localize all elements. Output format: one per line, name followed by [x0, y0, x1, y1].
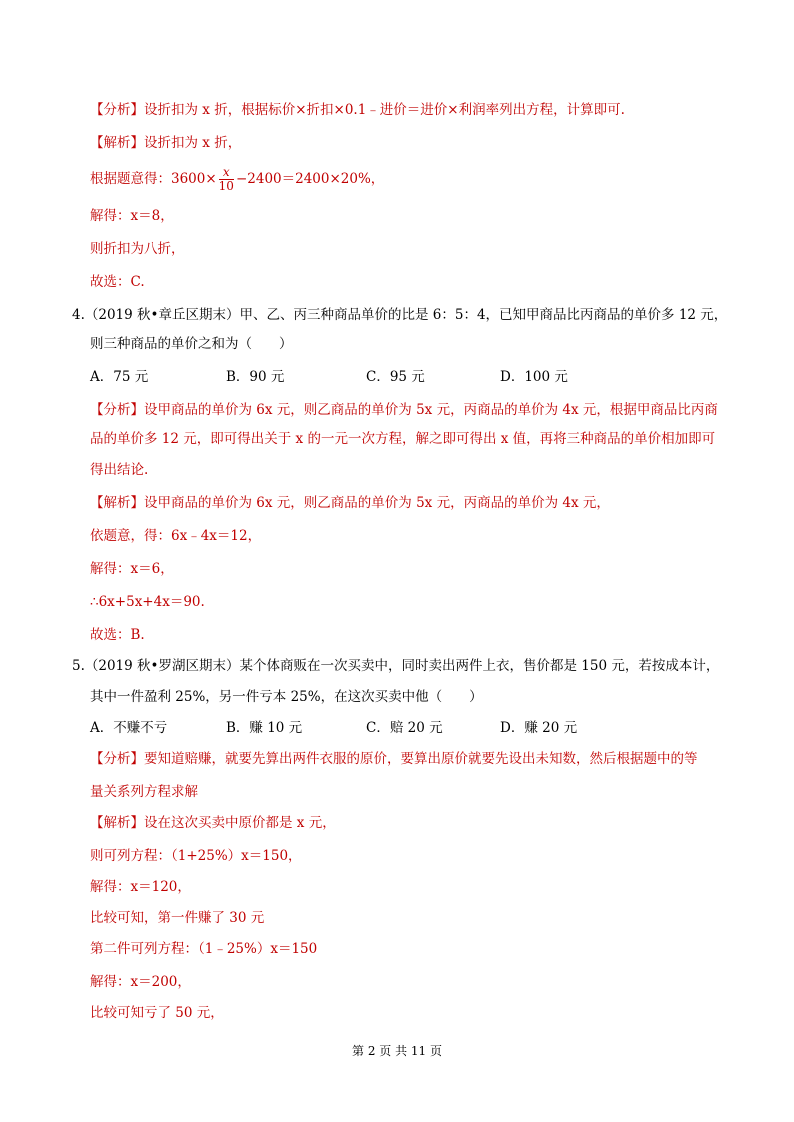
q5-solution-line-3: 解得：x＝120，: [90, 879, 191, 895]
q5-option-d: D．赚 20 元: [500, 720, 578, 736]
q5-solution-line-5: 第二件可列方程：（1﹣25%）x＝150: [90, 941, 318, 957]
q5-option-c: C．赔 20 元: [366, 720, 443, 736]
page-footer: 第 2 页 共 11 页: [352, 1044, 442, 1058]
q5-stem-line-2: 其中一件盈利 25%，另一件亏本 25%，在这次买卖中他（ ）: [90, 689, 483, 705]
q4-analysis-line-3: 得出结论.: [90, 462, 149, 478]
q5-solution-line-4: 比较可知，第一件赚了 30 元: [90, 910, 265, 926]
q4-stem-line-2: 则三种商品的单价之和为（ ）: [90, 336, 293, 352]
q4-option-d: D．100 元: [500, 369, 568, 385]
q4-option-a: A．75 元: [90, 369, 149, 385]
q3-step-2: 则折扣为八折，: [90, 241, 185, 257]
q5-option-a: A．不赚不亏: [90, 720, 168, 736]
q4-analysis-line-1: 【分析】设甲商品的单价为 6x 元，则乙商品的单价为 5x 元，丙商品的单价为 4x 元，根据甲商品比丙商: [90, 402, 718, 418]
q4-solution-line-3: 解得：x＝6，: [90, 561, 174, 577]
q3-step-1: 解得：x＝8，: [90, 208, 174, 224]
q5-solution-line-7: 比较可知亏了 50 元，: [90, 1005, 224, 1021]
q5-analysis-line-2: 量关系列方程求解: [90, 784, 198, 800]
q4-option-c: C．95 元: [366, 369, 425, 385]
q3-fraction: [219, 166, 234, 193]
q4-analysis-line-2: 品的单价多 12 元，即可得出关于 x 的一元一次方程，解之即可得出 x 值，再将三种商品的单价相加即可: [90, 431, 716, 447]
q3-fraction-denominator: 10: [218, 179, 234, 193]
q4-solution-line-5: 故选：B.: [90, 627, 145, 643]
q3-equation-suffix: −2400＝2400×20%，: [235, 171, 385, 187]
q4-solution-line-1: 【解析】设甲商品的单价为 6x 元，则乙商品的单价为 5x 元，丙商品的单价为 4x 元，: [90, 495, 610, 511]
q4-option-b: B．90 元: [226, 369, 285, 385]
q4-solution-line-2: 依题意，得：6x﹣4x＝12，: [90, 528, 262, 544]
q5-solution-line-6: 解得：x＝200，: [90, 974, 191, 990]
q3-equation-prefix: 根据题意得：3600×: [90, 171, 217, 187]
q4-solution-line-4: ∴6x+5x+4x＝90.: [90, 594, 205, 610]
q3-fraction-numerator: x: [219, 166, 234, 180]
q3-analysis: 【分析】设折扣为 x 折，根据标价×折扣×0.1﹣进价＝进价×利润率列出方程，计算即可.: [90, 102, 625, 118]
q4-stem-line-1: 4.（2019 秋•章丘区期末）甲、乙、丙三种商品单价的比是 6：5：4，已知甲商品比丙商品的单价多 12 元，: [72, 307, 728, 323]
q5-stem-line-1: 5.（2019 秋•罗湖区期末）某个体商贩在一次买卖中，同时卖出两件上衣，售价都是 150 元，若按成本计，: [72, 658, 720, 674]
q3-step-3: 故选：C.: [90, 274, 145, 290]
q3-solution-intro: 【解析】设折扣为 x 折，: [90, 135, 242, 151]
q5-analysis-line-1: 【分析】要知道赔赚，就要先算出两件衣服的原价，要算出原价就要先设出未知数，然后根据题中的等: [90, 751, 698, 767]
q3-equation: [90, 166, 384, 193]
q5-option-b: B．赚 10 元: [226, 720, 303, 736]
q5-solution-line-2: 则可列方程：（1+25%）x＝150，: [90, 848, 302, 864]
q5-solution-line-1: 【解析】设在这次买卖中原价都是 x 元，: [90, 815, 336, 831]
